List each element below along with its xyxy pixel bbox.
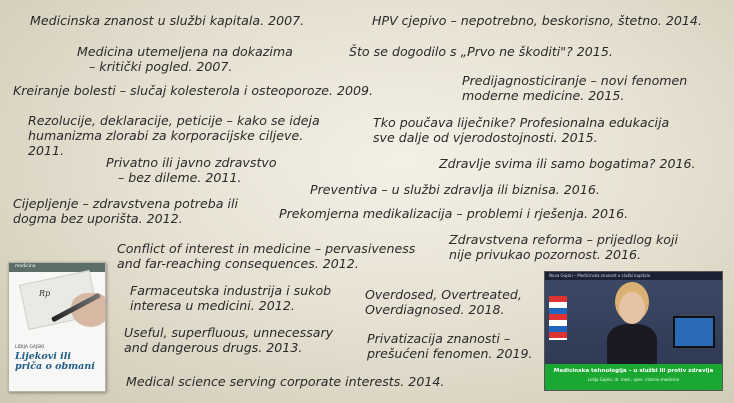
title-medicinska-znanost: Medicinska znanost u službi kapitala. 2007.: [30, 13, 305, 28]
title-privatizacija-znanosti: Privatizacija znanosti – prešućeni fenomen. 2019.: [367, 331, 533, 361]
title-prvo-ne-skoditi: Što se dogodilo s „Prvo ne škoditi"? 2015.: [349, 44, 613, 59]
title-rezolucije: Rezolucije, deklaracije, peticije – kako se ideja humanizma zlorabi za korporacijske ciljeve. 2011.: [28, 113, 320, 158]
video-still-image: [544, 271, 723, 391]
video-caption-sub: Lidija Gajski, dr. med., spec. interne medicine: [587, 377, 680, 382]
title-tko-poucava: Tko poučava liječnike? Profesionalna edukacija sve dalje od vjerodostojnosti. 2015.: [373, 115, 670, 145]
title-zdravstvena-reforma: Zdravstvena reforma – prijedlog koji nije privukao pozornost. 2016.: [449, 232, 679, 262]
video-top-strip: [545, 272, 722, 280]
title-useful-superfluous: Useful, superfluous, unnecessary and dangerous drugs. 2013.: [124, 325, 334, 355]
title-cijepljenje: Cijepljenje – zdravstvena potreba ili dogma bez uporišta. 2012.: [13, 196, 238, 226]
rx-mark: Rp: [39, 289, 51, 298]
title-conflict-of-interest: Conflict of interest in medicine – pervasiveness and far-reaching consequences. 2012.: [117, 241, 416, 271]
speaker-body-graphic: [607, 324, 657, 364]
book-cover-band: [9, 263, 105, 272]
book-author: LIDIJA GAJSKI: [15, 345, 45, 350]
title-medical-science: Medical science serving corporate interests. 2014.: [126, 374, 445, 389]
title-overdosed: Overdosed, Overtreated, Overdiagnosed. 2018.: [365, 287, 522, 317]
background-screen-graphic: [673, 316, 715, 348]
title-farmaceutska-industrija: Farmaceutska industrija i sukob interesa u medicini. 2012.: [130, 283, 332, 313]
book-title: Lijekovi ili priča o obmani: [15, 351, 95, 372]
title-predijagnosticiranje: Predijagnosticiranje – novi fenomen moderne medicine. 2015.: [462, 73, 688, 103]
book-band-text: medicina: [15, 264, 36, 269]
title-hpv-cjepivo: HPV cjepivo – nepotrebno, beskorisno, štetno. 2014.: [372, 13, 702, 28]
title-privatno-javno: Privatno ili javno zdravstvo – bez dileme. 2011.: [106, 155, 277, 185]
croatian-flag-graphic: [549, 296, 567, 340]
speaker-head-graphic: [619, 292, 645, 324]
video-caption-main: Medicinska tehnologija – u službi ili protiv zdravlja: [553, 368, 714, 374]
book-cover-image: [8, 262, 106, 392]
video-strip-text: Nova Gajski – Medicinska znanost u službi kapitala: [549, 273, 651, 278]
title-preventiva: Preventiva – u službi zdravlja ili biznisa. 2016.: [310, 182, 600, 197]
title-zdravlje-svima: Zdravlje svima ili samo bogatima? 2016.: [439, 156, 696, 171]
title-prekomjerna-medikalizacija: Prekomjerna medikalizacija – problemi i rješenja. 2016.: [279, 206, 629, 221]
video-caption-bar: [545, 364, 722, 390]
title-kreiranje-bolesti: Kreiranje bolesti – slučaj kolesterola i osteoporoze. 2009.: [13, 83, 373, 98]
title-medicina-utemeljena: Medicina utemeljena na dokazima – kritički pogled. 2007.: [77, 44, 293, 74]
